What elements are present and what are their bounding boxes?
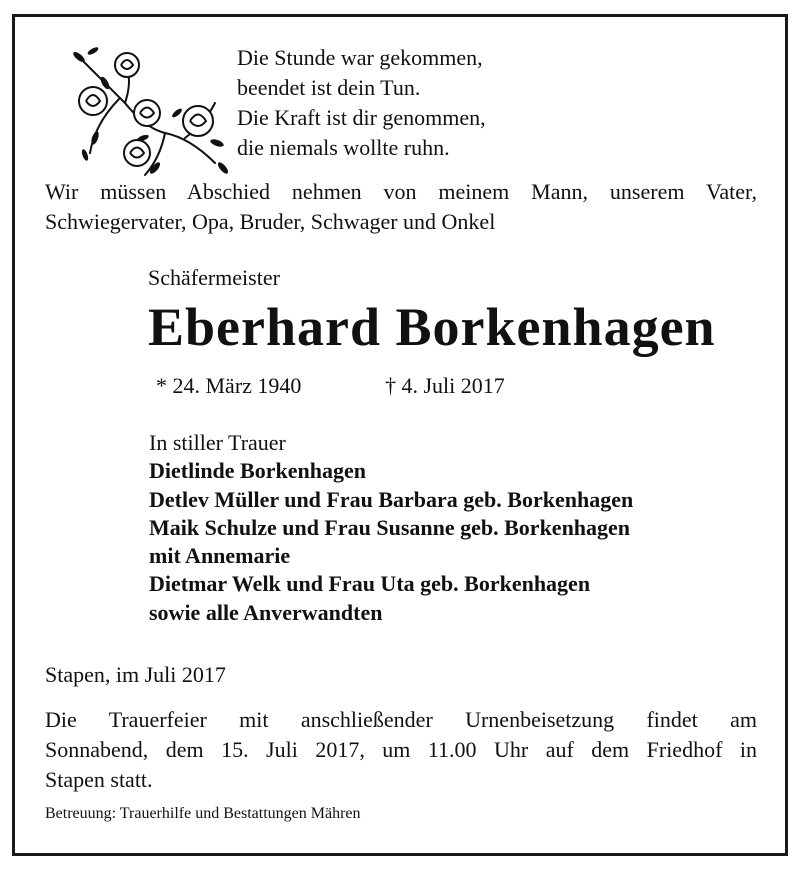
place-date: Stapen, im Juli 2017 — [45, 662, 226, 687]
mourner-line: Dietlinde Borkenhagen — [149, 458, 366, 484]
ceremony-line: Die Trauerfeier mit anschließender Urnenbeisetzung findet am — [45, 707, 757, 732]
mourner-line: mit Annemarie — [149, 543, 291, 569]
mourner-line: Detlev Müller und Frau Barbara geb. Borkenhagen — [149, 486, 634, 512]
poem-line: Die Kraft ist dir genommen, — [237, 105, 486, 130]
mourners-list — [149, 429, 633, 627]
ceremony-info — [45, 705, 757, 795]
obituary-notice — [12, 14, 788, 856]
birth-date: * 24. März 1940 — [156, 373, 302, 398]
deceased-title: Schäfermeister — [148, 265, 280, 290]
mourner-line: sowie alle Anverwandten — [149, 599, 383, 625]
deceased-name: Eberhard Borkenhagen — [148, 297, 716, 357]
poem-line: beendet ist dein Tun. — [237, 75, 421, 100]
ceremony-line: Stapen statt. — [45, 767, 153, 792]
ceremony-line: Sonnabend, dem 15. Juli 2017, um 11.00 Uhr auf dem Friedhof in — [45, 737, 757, 762]
funeral-care-note: Betreuung: Trauerhilfe und Bestattungen Mähren — [45, 805, 361, 822]
roses-icon — [65, 43, 235, 183]
mourner-line: Maik Schulze und Frau Susanne geb. Borkenhagen — [149, 514, 631, 540]
farewell-intro — [45, 177, 757, 237]
intro-line: Wir müssen Abschied nehmen von meinem Mann, unserem Vater, — [45, 179, 757, 204]
death-date: † 4. Juli 2017 — [385, 373, 505, 398]
intro-line: Schwiegervater, Opa, Bruder, Schwager und Onkel — [45, 209, 496, 234]
mourner-line: Dietmar Welk und Frau Uta geb. Borkenhagen — [149, 571, 591, 597]
mourners-intro: In stiller Trauer — [149, 430, 286, 455]
poem-line: die niemals wollte ruhn. — [237, 135, 450, 160]
poem — [237, 43, 486, 163]
poem-line: Die Stunde war gekommen, — [237, 45, 483, 70]
